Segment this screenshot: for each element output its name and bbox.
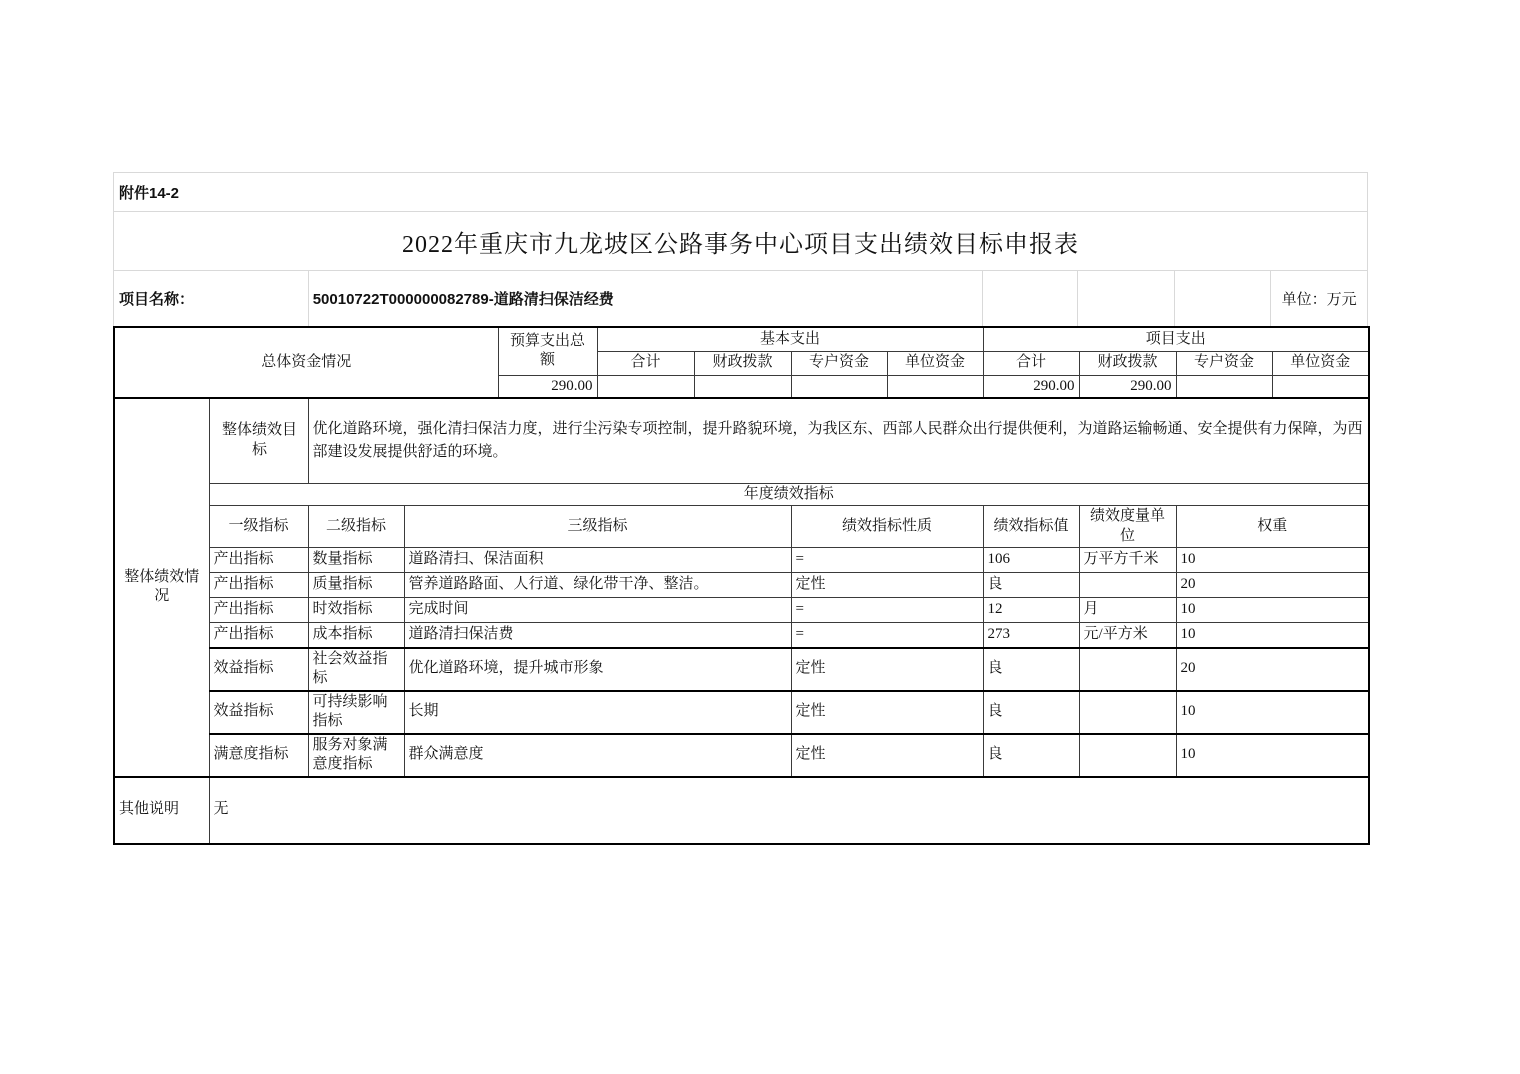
cell-nature: 定性: [791, 648, 983, 691]
cell-l1: 产出指标: [209, 598, 308, 623]
cell-nature: 定性: [791, 734, 983, 777]
cell-l2: [308, 734, 404, 777]
other-notes-label: 其他说明: [114, 777, 209, 844]
cell-value: 106: [983, 548, 1079, 573]
project-name-value: 50010722T000000082789-道路清扫保洁经费: [308, 271, 982, 326]
cell-weight: 10: [1176, 734, 1369, 777]
cell-empty: [887, 375, 983, 398]
goal-label-cell: [209, 398, 308, 483]
cell-l2: [308, 648, 404, 691]
cell-l2: [308, 623, 404, 648]
indicator-row: [114, 691, 1369, 734]
page-title: 2022年重庆市九龙坡区公路事务中心项目支出绩效目标申报表: [113, 212, 1368, 270]
project-name-row: [113, 270, 1368, 326]
annual-band-label: 年度绩效指标: [209, 483, 1369, 506]
cell-unit: [1079, 734, 1176, 777]
cell-empty: [982, 271, 1078, 326]
indicator-row: [114, 648, 1369, 691]
project-col-header-fiscal: 财政拨款: [1079, 351, 1176, 375]
cell-value: 良: [983, 648, 1079, 691]
cell-l2: [308, 573, 404, 598]
cell-l3: 长期: [404, 691, 791, 734]
cell-l1: 效益指标: [209, 691, 308, 734]
header-weight: 权重: [1176, 506, 1369, 548]
budget-total-value: 290.00: [498, 375, 597, 398]
budget-total-header-text: 预算支出总额: [510, 332, 586, 369]
cell-empty: [1077, 271, 1174, 326]
funds-overall-label: 总体资金情况: [114, 327, 498, 398]
unit-label: 单位：万元: [1270, 271, 1367, 326]
indicator-row: [114, 734, 1369, 777]
basic-col-header-unitfund: 单位资金: [887, 351, 983, 375]
cell-weight: 20: [1176, 573, 1369, 598]
cell-weight: 10: [1176, 691, 1369, 734]
cell-empty: [1272, 375, 1369, 398]
cell-l2-text: 时效指标: [312, 601, 373, 618]
project-fiscal-value: 290.00: [1079, 375, 1176, 398]
cell-l3: 道路清扫保洁费: [404, 623, 791, 648]
cell-l3: 优化道路环境，提升城市形象: [404, 648, 791, 691]
other-notes-row: [114, 777, 1369, 844]
header-level1: 一级指标: [209, 506, 308, 548]
cell-l2-text: 可持续影响指标: [312, 693, 388, 729]
cell-unit: 万平方千米: [1079, 548, 1176, 573]
cell-weight: 10: [1176, 623, 1369, 648]
cell-weight: 20: [1176, 648, 1369, 691]
cell-value: 良: [983, 734, 1079, 777]
goal-text-cell: [308, 398, 1369, 483]
cell-l1: 产出指标: [209, 623, 308, 648]
cell-unit: [1079, 648, 1176, 691]
funds-group-row: [114, 327, 1369, 351]
indicator-row: [114, 573, 1369, 598]
project-col-header-special: 专户资金: [1176, 351, 1272, 375]
cell-nature: =: [791, 548, 983, 573]
attachment-label: 附件14-2: [113, 172, 1368, 212]
goal-label-text: 整体绩效目标: [221, 422, 297, 458]
basic-col-header-total: 合计: [597, 351, 694, 375]
project-col-header-total: 合计: [983, 351, 1079, 375]
indicator-row: [114, 623, 1369, 648]
annual-band-row: [114, 483, 1369, 506]
header-nature: 绩效指标性质: [791, 506, 983, 548]
cell-unit: [1079, 573, 1176, 598]
cell-unit: 月: [1079, 598, 1176, 623]
cell-value: 良: [983, 573, 1079, 598]
performance-section-label: [114, 398, 209, 777]
cell-nature: 定性: [791, 573, 983, 598]
cell-value: 273: [983, 623, 1079, 648]
project-col-header-unitfund: 单位资金: [1272, 351, 1369, 375]
cell-l1: 产出指标: [209, 573, 308, 598]
project-total-value: 290.00: [983, 375, 1079, 398]
cell-value: 12: [983, 598, 1079, 623]
cell-empty: [597, 375, 694, 398]
goal-text: 优化道路环境，强化清扫保洁力度，进行尘污染专项控制，提升路貌环境，为我区东、西部人民群众出行提供便利，为道路运输畅通、安全提供有力保障，为西部建设发展提供舒适的环境。: [312, 420, 1363, 460]
basic-col-header-fiscal: 财政拨款: [694, 351, 791, 375]
cell-l2: [308, 598, 404, 623]
cell-unit: 元/平方米: [1079, 623, 1176, 648]
goal-row: [114, 398, 1369, 483]
other-notes-value: 无: [209, 777, 1369, 844]
header-unit: [1079, 506, 1176, 548]
cell-l2: [308, 691, 404, 734]
cell-l2-text: 质量指标: [312, 576, 373, 593]
cell-nature: 定性: [791, 691, 983, 734]
cell-l3: 群众满意度: [404, 734, 791, 777]
performance-section-label-text: 整体绩效情况: [124, 568, 200, 605]
cell-weight: 10: [1176, 548, 1369, 573]
cell-l1: 效益指标: [209, 648, 308, 691]
budget-total-header: [498, 327, 597, 375]
project-expense-group-header: 项目支出: [983, 327, 1369, 351]
cell-l3: 完成时间: [404, 598, 791, 623]
header-level2: 二级指标: [308, 506, 404, 548]
cell-l3: 道路清扫、保洁面积: [404, 548, 791, 573]
cell-l2-text: 数量指标: [312, 551, 373, 568]
header-value: 绩效指标值: [983, 506, 1079, 548]
basic-col-header-special: 专户资金: [791, 351, 887, 375]
main-table: [113, 326, 1370, 845]
cell-l1: 产出指标: [209, 548, 308, 573]
cell-empty: [1174, 271, 1270, 326]
cell-empty: [1176, 375, 1272, 398]
cell-unit: [1079, 691, 1176, 734]
cell-l1: 满意度指标: [209, 734, 308, 777]
indicator-row: [114, 548, 1369, 573]
header-level3: 三级指标: [404, 506, 791, 548]
cell-empty: [694, 375, 791, 398]
header-unit-text: 绩效度量单位: [1090, 508, 1166, 544]
cell-weight: 10: [1176, 598, 1369, 623]
cell-l2-text: 社会效益指标: [312, 650, 388, 686]
cell-l3: 管养道路路面、人行道、绿化带干净、整洁。: [404, 573, 791, 598]
declaration-sheet: [113, 172, 1368, 845]
project-name-label: 项目名称：: [119, 291, 195, 308]
basic-expense-group-header: 基本支出: [597, 327, 983, 351]
indicator-row: [114, 598, 1369, 623]
cell-nature: =: [791, 598, 983, 623]
indicator-header-row: [114, 506, 1369, 548]
cell-l2-text: 服务对象满意度指标: [312, 736, 388, 772]
cell-l2-text: 成本指标: [312, 626, 373, 642]
cell-empty: [791, 375, 887, 398]
cell-value: 良: [983, 691, 1079, 734]
cell-nature: =: [791, 623, 983, 648]
cell-l2: [308, 548, 404, 573]
